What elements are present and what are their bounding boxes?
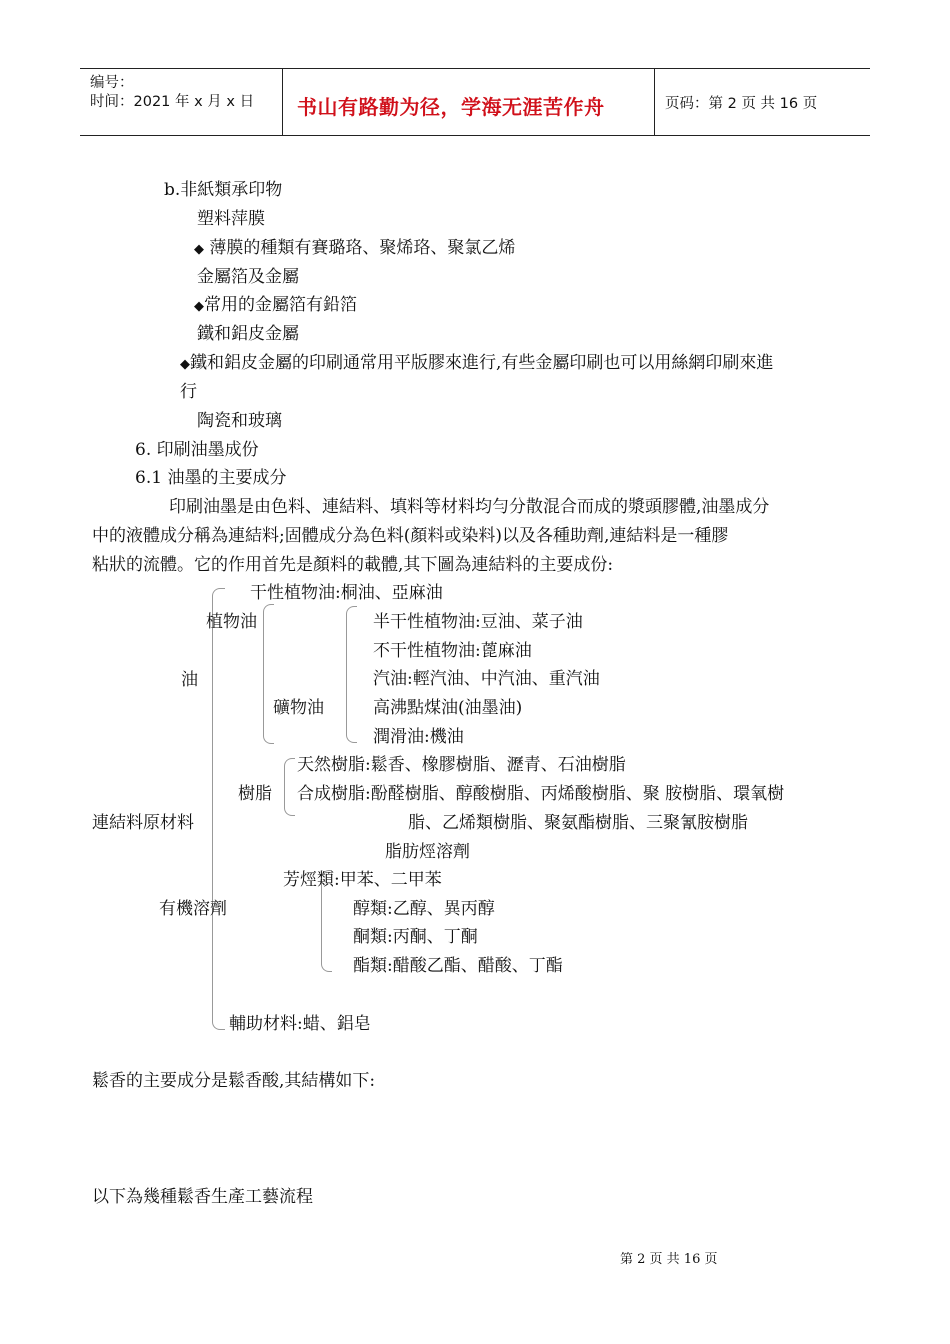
bullet-text: 鐵和鋁皮金屬的印刷通常用平版膠來進行,有些金屬印刷也可以用絲網印刷來進 xyxy=(190,353,774,373)
footer-page-number: 第 2 页 共 16 页 xyxy=(620,1252,718,1267)
header-number-label: 编号： xyxy=(90,75,134,91)
tree-mineral-oil: 礦物油 xyxy=(273,698,324,718)
header-top-rule xyxy=(80,68,870,69)
mineral-brace xyxy=(346,606,357,743)
tree-aromatic: 芳烴類:甲苯、二甲苯 xyxy=(283,870,442,890)
tree-lubricant: 潤滑油:機油 xyxy=(373,727,464,747)
tree-kerosene: 高沸點煤油(油墨油) xyxy=(373,698,523,718)
header-bottom-rule xyxy=(80,135,870,136)
tree-organic-solvent: 有機溶劑 xyxy=(159,899,227,919)
subheading-non-paper: b.非紙類承印物 xyxy=(164,180,283,200)
header-motto: 书山有路勤为径，学海无涯苦作舟 xyxy=(297,95,605,119)
bullet-metal-foil xyxy=(194,290,357,315)
section-6-heading: 6. 印刷油墨成份 xyxy=(135,440,259,460)
tree-alcohols: 醇類:乙醇、異丙醇 xyxy=(353,899,495,919)
item-metal-foil: 金屬箔及金屬 xyxy=(197,267,299,287)
tree-plant-oil: 植物油 xyxy=(206,612,257,632)
tree-natural-resin: 天然樹脂:鬆香、橡膠樹脂、瀝青、石油樹脂 xyxy=(297,755,626,775)
process-text: 以下為幾種鬆香生產工藝流程 xyxy=(92,1187,313,1207)
tree-ketones: 酮類:丙酮、丁酮 xyxy=(353,927,478,947)
bullet-film-types xyxy=(194,233,515,258)
item-iron-aluminum: 鐵和鋁皮金屬 xyxy=(197,324,299,344)
tree-synthetic-resin-2: 脂、乙烯類樹脂、聚氨酯樹脂、三聚氰胺樹脂 xyxy=(408,813,748,833)
resin-brace xyxy=(284,758,295,816)
oil-brace xyxy=(263,604,274,744)
header-page-info: 页码：第 2 页 共 16 页 xyxy=(665,96,818,112)
bullet-iron-printing-cont: 行 xyxy=(180,382,197,402)
rosin-text: 鬆香的主要成分是鬆香酸,其結構如下: xyxy=(92,1071,376,1091)
tree-auxiliary: 輔助材料:蜡、鋁皂 xyxy=(229,1014,371,1034)
tree-synthetic-resin-1: 合成樹脂:酚醛樹脂、醇酸樹脂、丙烯酸樹脂、聚 胺樹脂、環氧樹 xyxy=(297,784,785,804)
paragraph-line-1: 印刷油墨是由色料、連結料、填料等材料均勻分散混合而成的漿頭膠體,油墨成分 xyxy=(169,497,770,517)
item-plastic-film: 塑料萍膜 xyxy=(197,209,265,229)
tree-gasoline: 汽油:輕汽油、中汽油、重汽油 xyxy=(373,669,600,689)
bullet-iron-printing xyxy=(180,348,773,373)
header-divider-left xyxy=(282,68,283,135)
diamond-bullet-icon: ◆ xyxy=(194,242,204,257)
tree-aliphatic: 脂肪烴溶劑 xyxy=(385,842,470,862)
tree-oil: 油 xyxy=(181,670,198,690)
bullet-text: 常用的金屬箔有鉛箔 xyxy=(204,295,357,315)
diamond-bullet-icon: ◆ xyxy=(194,299,204,314)
paragraph-line-3: 粘狀的流體。它的作用首先是顏料的載體,其下圖為連結料的主要成份: xyxy=(92,555,614,575)
tree-root: 連結料原材料 xyxy=(92,813,194,833)
diamond-bullet-icon: ◆ xyxy=(180,357,190,372)
bullet-text: 薄膜的種類有賽璐珞、聚烯珞、聚氯乙烯 xyxy=(209,238,516,258)
tree-semi-dry-oil: 半干性植物油:豆油、菜子油 xyxy=(373,612,583,632)
paragraph-line-2: 中的液體成分稱為連結料;固體成分為色料(顏料或染料)以及各種助劑,連結料是一種膠 xyxy=(92,526,729,546)
section-6-1-heading: 6.1 油墨的主要成分 xyxy=(135,468,287,488)
item-ceramic-glass: 陶瓷和玻璃 xyxy=(197,411,282,431)
tree-non-dry-oil: 不干性植物油:蓖麻油 xyxy=(373,641,532,661)
header-divider-right xyxy=(654,68,655,135)
tree-resin: 樹脂 xyxy=(238,784,272,804)
root-brace xyxy=(212,588,225,1030)
header-time-label: 时间：2021 年 x 月 x 日 xyxy=(90,94,255,110)
tree-esters: 酯類:醋酸乙酯、醋酸、丁酯 xyxy=(353,956,563,976)
tree-dry-plant-oil: 干性植物油:桐油、亞麻油 xyxy=(250,583,443,603)
